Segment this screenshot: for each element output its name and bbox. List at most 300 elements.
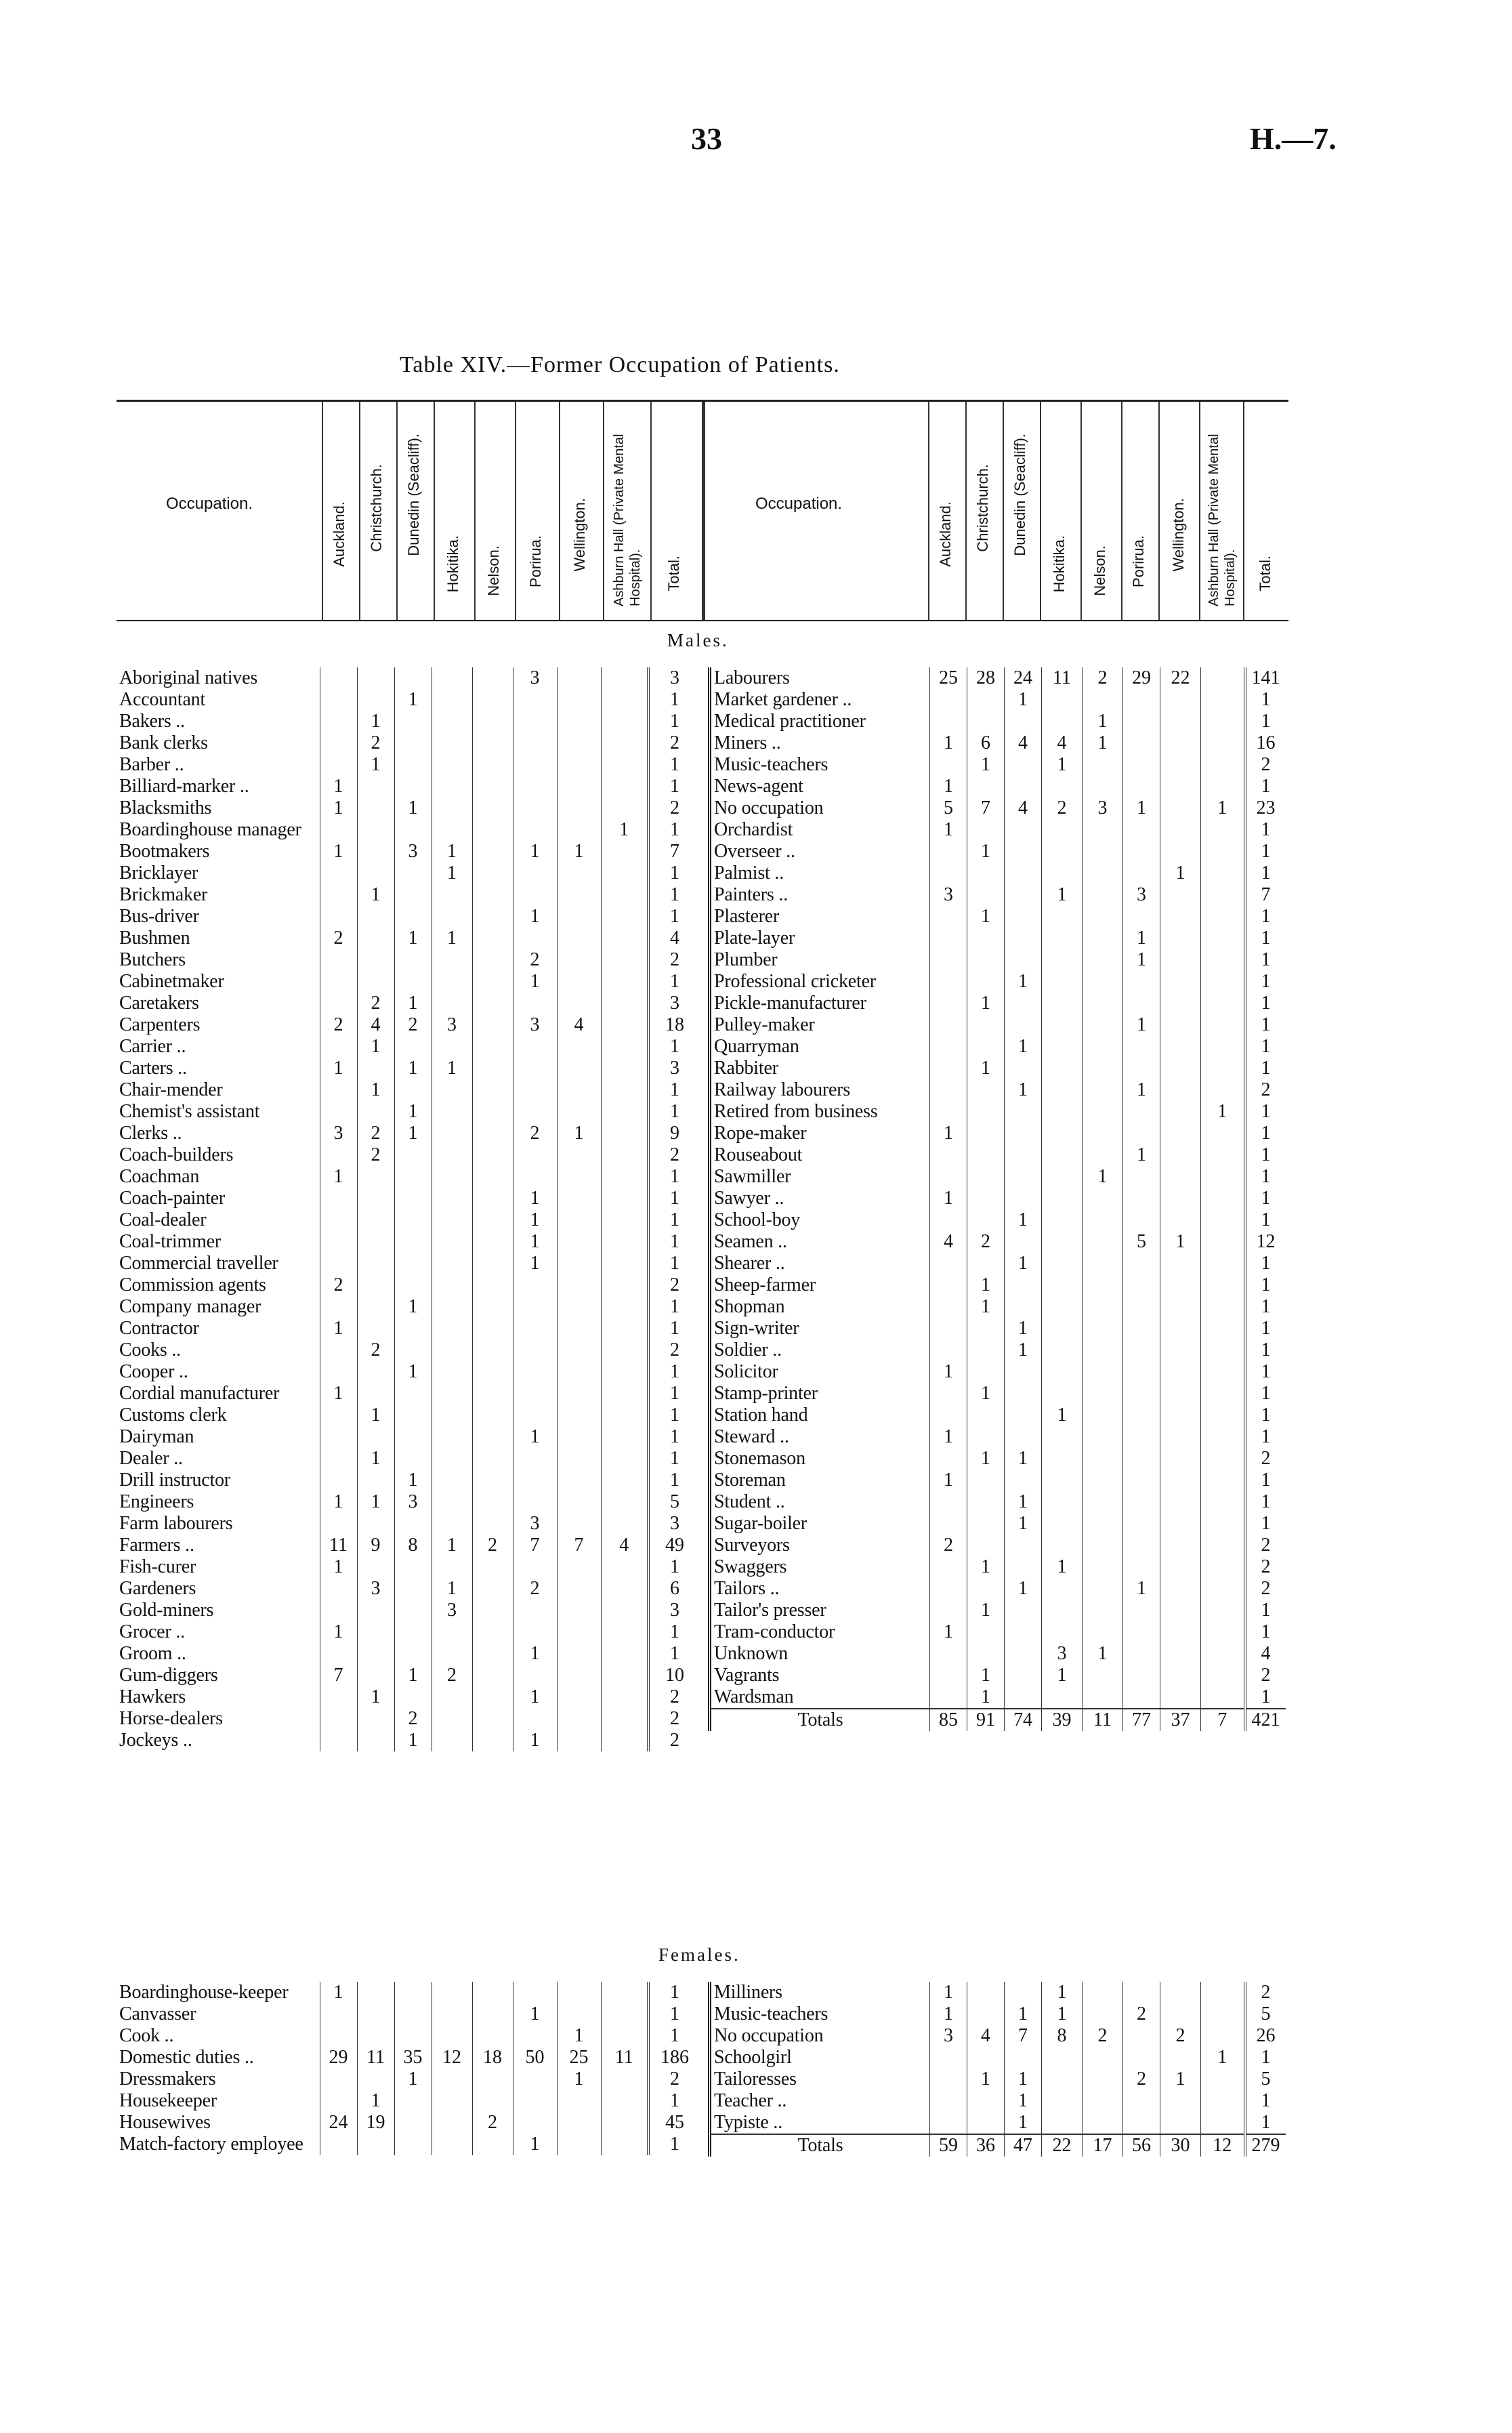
count-cell <box>1201 1665 1245 1686</box>
count-cell <box>1083 1274 1123 1296</box>
table-row <box>710 667 1286 689</box>
count-cell: 1 <box>648 1448 700 1470</box>
count-cell: 1 <box>1123 949 1160 971</box>
table-row <box>710 1188 1286 1209</box>
count-cell <box>1201 1166 1245 1188</box>
count-cell <box>1083 1231 1123 1253</box>
count-cell: 1 <box>513 1730 557 1751</box>
count-cell <box>432 819 472 841</box>
count-cell: 1 <box>1245 1123 1286 1144</box>
count-cell <box>601 1982 648 2003</box>
occupation-cell: Carters .. <box>119 1058 187 1079</box>
count-cell: 7 <box>648 841 700 862</box>
count-cell: 8 <box>1042 2025 1083 2047</box>
count-cell <box>1123 2112 1160 2134</box>
occupation-cell: Plate-layer <box>710 928 930 949</box>
count-cell <box>967 862 1005 884</box>
count-cell: 1 <box>648 1470 700 1491</box>
table-row <box>710 2090 1286 2112</box>
count-cell <box>357 1730 394 1751</box>
count-cell <box>320 1405 357 1426</box>
header-vline <box>474 402 476 620</box>
occupation-cell: Dressmakers <box>119 2068 216 2089</box>
count-cell <box>601 2134 648 2155</box>
count-cell <box>432 1274 472 1296</box>
count-cell <box>1005 1383 1042 1405</box>
count-cell <box>557 884 601 906</box>
table-row <box>117 1426 700 1448</box>
count-cell <box>1005 1535 1042 1556</box>
count-cell <box>1083 1448 1123 1470</box>
count-cell <box>601 1578 648 1600</box>
count-cell: 1 <box>1005 1079 1042 1101</box>
count-cell: 1 <box>432 841 472 862</box>
occupation-cell: Palmist .. <box>710 862 930 884</box>
count-cell <box>1123 1058 1160 1079</box>
count-cell <box>967 2112 1005 2134</box>
count-cell: 7 <box>1005 2025 1042 2047</box>
count-cell <box>930 1491 967 1513</box>
count-cell <box>1083 1513 1123 1535</box>
count-cell: 1 <box>320 1318 357 1339</box>
count-cell: 1 <box>648 1643 700 1665</box>
count-cell <box>513 993 557 1014</box>
table-row <box>710 1600 1286 1621</box>
header-vline <box>1080 402 1082 620</box>
count-cell <box>1042 1470 1083 1491</box>
count-cell <box>557 1231 601 1253</box>
table-row <box>710 1643 1286 1665</box>
count-cell <box>472 1982 513 2003</box>
count-cell <box>357 667 394 689</box>
table-row <box>710 1144 1286 1166</box>
occupation-cell: Sawyer .. <box>710 1188 930 1209</box>
count-cell <box>432 906 472 928</box>
count-cell: 4 <box>930 1231 967 1253</box>
table-row <box>710 2003 1286 2025</box>
count-cell <box>357 2068 394 2090</box>
count-cell <box>557 1513 601 1535</box>
count-cell <box>1123 1426 1160 1448</box>
count-cell <box>967 1470 1005 1491</box>
count-cell <box>394 949 432 971</box>
occupation-cell: Dairyman <box>119 1426 194 1447</box>
table-row <box>117 1665 700 1686</box>
table-row <box>710 776 1286 797</box>
count-cell <box>1083 1079 1123 1101</box>
table-row <box>710 1578 1286 1600</box>
count-cell <box>1160 1621 1201 1643</box>
count-cell: 1 <box>648 1036 700 1058</box>
table-row <box>117 1600 700 1621</box>
table-row <box>710 1123 1286 1144</box>
count-cell: 1 <box>513 971 557 993</box>
count-cell: 2 <box>648 1339 700 1361</box>
count-cell <box>513 1556 557 1578</box>
count-cell <box>1005 906 1042 928</box>
header-vline <box>965 402 967 620</box>
table-row <box>117 1209 700 1231</box>
count-cell <box>1083 1383 1123 1405</box>
count-cell: 1 <box>1245 1036 1286 1058</box>
count-cell <box>557 1318 601 1339</box>
count-cell <box>320 711 357 732</box>
count-cell: 1 <box>648 1166 700 1188</box>
count-cell: 1 <box>557 1123 601 1144</box>
count-cell <box>1201 841 1245 862</box>
count-cell <box>1201 711 1245 732</box>
occupation-cell: Plasterer <box>710 906 930 928</box>
count-cell <box>1160 1686 1201 1709</box>
count-cell: 186 <box>648 2047 700 2068</box>
table-row <box>117 1318 700 1339</box>
count-cell <box>472 2090 513 2112</box>
count-cell <box>601 1686 648 1708</box>
count-cell: 1 <box>1245 1188 1286 1209</box>
count-cell <box>472 1578 513 1600</box>
count-cell <box>601 906 648 928</box>
table-row <box>710 841 1286 862</box>
count-cell <box>1042 993 1083 1014</box>
occupation-cell: Domestic duties .. <box>119 2047 254 2068</box>
count-cell <box>557 1058 601 1079</box>
count-cell: 1 <box>513 1209 557 1231</box>
occupation-cell: Stamp-printer <box>710 1383 930 1405</box>
count-cell <box>472 2025 513 2047</box>
count-cell <box>513 1144 557 1166</box>
count-cell <box>472 732 513 754</box>
count-cell <box>967 1209 1005 1231</box>
count-cell <box>394 2025 432 2047</box>
count-cell <box>557 1643 601 1665</box>
count-cell: 56 <box>1123 2134 1160 2157</box>
count-cell: 2 <box>1042 797 1083 819</box>
count-cell <box>394 1253 432 1274</box>
count-cell <box>557 1274 601 1296</box>
count-cell: 1 <box>1042 2003 1083 2025</box>
count-cell <box>1123 1101 1160 1123</box>
count-cell: 1 <box>648 2025 700 2047</box>
count-cell <box>1201 1448 1245 1470</box>
count-cell <box>557 797 601 819</box>
count-cell <box>320 2003 357 2025</box>
count-cell <box>472 993 513 1014</box>
count-cell <box>601 884 648 906</box>
count-cell <box>357 1982 394 2003</box>
count-cell: 1 <box>432 1578 472 1600</box>
count-cell <box>320 862 357 884</box>
count-cell <box>1201 1426 1245 1448</box>
count-cell <box>557 1470 601 1491</box>
count-cell <box>601 1426 648 1448</box>
count-cell: 1 <box>320 776 357 797</box>
count-cell: 3 <box>648 1600 700 1621</box>
count-cell <box>557 1036 601 1058</box>
count-cell: 1 <box>394 1123 432 1144</box>
count-cell <box>432 1643 472 1665</box>
table-row <box>710 1318 1286 1339</box>
count-cell <box>1201 1123 1245 1144</box>
occupation-cell: Bricklayer <box>119 862 198 883</box>
count-cell <box>557 949 601 971</box>
count-cell <box>930 1686 967 1709</box>
occupation-cell: Cordial manufacturer <box>119 1383 280 1404</box>
count-cell <box>967 928 1005 949</box>
count-cell <box>357 1231 394 1253</box>
count-cell <box>357 1188 394 1209</box>
table-row <box>117 2134 700 2155</box>
count-cell: 1 <box>357 1079 394 1101</box>
table-row <box>710 732 1286 754</box>
count-cell: 4 <box>1005 732 1042 754</box>
occupation-cell: Totals <box>710 2134 930 2157</box>
occupation-cell: Chair-mender <box>119 1079 223 1100</box>
count-cell <box>394 1621 432 1643</box>
count-cell <box>432 1253 472 1274</box>
count-cell: 1 <box>648 1383 700 1405</box>
header-vline <box>434 402 435 620</box>
header-vline <box>1003 402 1004 620</box>
count-cell <box>1083 1296 1123 1318</box>
count-cell <box>432 689 472 711</box>
count-cell <box>1201 1079 1245 1101</box>
count-cell <box>1160 1405 1201 1426</box>
table-row <box>117 2068 700 2090</box>
occupation-cell: News-agent <box>710 776 930 797</box>
count-cell <box>1123 1188 1160 1209</box>
count-cell <box>1005 841 1042 862</box>
header-vline <box>928 402 929 620</box>
count-cell <box>394 1600 432 1621</box>
occupation-cell: Cooks .. <box>119 1339 181 1360</box>
occupation-cell: No occupation <box>710 2025 930 2047</box>
count-cell <box>320 1708 357 1730</box>
table-row <box>710 971 1286 993</box>
count-cell <box>472 1166 513 1188</box>
count-cell: 2 <box>1123 2068 1160 2090</box>
occupation-cell: Boardinghouse-keeper <box>119 1982 289 2003</box>
count-cell <box>357 797 394 819</box>
count-cell: 1 <box>1245 1491 1286 1513</box>
count-cell: 1 <box>1245 1058 1286 1079</box>
count-cell <box>357 906 394 928</box>
count-cell <box>1160 1274 1201 1296</box>
count-cell <box>1123 841 1160 862</box>
count-cell <box>1005 1166 1042 1188</box>
count-cell <box>1201 1686 1245 1709</box>
table-row <box>710 1448 1286 1470</box>
count-cell <box>472 928 513 949</box>
count-cell <box>320 1188 357 1209</box>
count-cell <box>1083 1058 1123 1079</box>
header-vline <box>559 402 560 620</box>
count-cell <box>472 1405 513 1426</box>
count-cell: 1 <box>1245 1014 1286 1036</box>
count-cell <box>320 1253 357 1274</box>
count-cell <box>557 1405 601 1426</box>
count-cell <box>1042 1491 1083 1513</box>
females-right-table <box>708 1982 1286 2157</box>
count-cell: 1 <box>648 906 700 928</box>
count-cell <box>320 1643 357 1665</box>
count-cell <box>432 884 472 906</box>
occupation-cell: Rabbiter <box>710 1058 930 1079</box>
occupation-cell: Gold-miners <box>119 1600 214 1621</box>
count-cell <box>472 776 513 797</box>
count-cell: 1 <box>394 1296 432 1318</box>
count-cell <box>1160 776 1201 797</box>
occupation-cell: Retired from business <box>710 1101 930 1123</box>
count-cell <box>472 819 513 841</box>
table-row <box>710 754 1286 776</box>
count-cell <box>357 776 394 797</box>
occupation-cell: Cook .. <box>119 2025 174 2046</box>
count-cell <box>1005 949 1042 971</box>
count-cell <box>432 1166 472 1188</box>
count-cell <box>472 1556 513 1578</box>
count-cell <box>601 1600 648 1621</box>
header-vline <box>515 402 516 620</box>
count-cell: 1 <box>513 841 557 862</box>
table-row <box>117 1491 700 1513</box>
count-cell <box>967 1253 1005 1274</box>
count-cell <box>472 906 513 928</box>
count-cell: 1 <box>1245 1101 1286 1123</box>
column-header-ashburn-left: Ashburn Hall (Private Mental Hospital). <box>612 434 643 606</box>
count-cell <box>1123 1621 1160 1643</box>
count-cell: 1 <box>1083 732 1123 754</box>
count-cell <box>930 949 967 971</box>
count-cell: 279 <box>1245 2134 1286 2157</box>
count-cell <box>1201 1209 1245 1231</box>
count-cell: 1 <box>513 1253 557 1274</box>
count-cell <box>472 1123 513 1144</box>
table-row <box>117 819 700 841</box>
count-cell: 1 <box>1160 2068 1201 2090</box>
count-cell <box>557 1361 601 1383</box>
count-cell <box>557 1600 601 1621</box>
count-cell <box>601 1209 648 1231</box>
occupation-cell: Station hand <box>710 1405 930 1426</box>
table-row <box>710 1361 1286 1383</box>
count-cell <box>967 1144 1005 1166</box>
count-cell <box>1042 2112 1083 2134</box>
count-cell <box>513 1079 557 1101</box>
count-cell <box>1042 1079 1083 1101</box>
count-cell <box>557 1491 601 1513</box>
count-cell <box>930 1296 967 1318</box>
count-cell <box>320 993 357 1014</box>
count-cell <box>1123 1339 1160 1361</box>
count-cell <box>1005 1470 1042 1491</box>
count-cell <box>513 1036 557 1058</box>
count-cell <box>394 754 432 776</box>
count-cell <box>557 1144 601 1166</box>
count-cell: 1 <box>967 1274 1005 1296</box>
table-row <box>710 928 1286 949</box>
occupation-cell: Commission agents <box>119 1274 266 1295</box>
count-cell: 2 <box>472 1535 513 1556</box>
table-row <box>710 2025 1286 2047</box>
count-cell <box>432 1361 472 1383</box>
count-cell <box>1160 1665 1201 1686</box>
count-cell: 1 <box>1160 862 1201 884</box>
count-cell <box>1042 1578 1083 1600</box>
count-cell <box>472 1339 513 1361</box>
count-cell <box>1201 928 1245 949</box>
count-cell: 4 <box>1005 797 1042 819</box>
occupation-cell: Music-teachers <box>710 754 930 776</box>
table-row <box>117 993 700 1014</box>
count-cell <box>1123 862 1160 884</box>
count-cell <box>1083 1982 1123 2003</box>
count-cell <box>557 1101 601 1123</box>
count-cell: 11 <box>1042 667 1083 689</box>
count-cell <box>432 993 472 1014</box>
count-cell: 1 <box>1005 2003 1042 2025</box>
count-cell <box>320 1426 357 1448</box>
count-cell <box>432 1491 472 1513</box>
count-cell <box>1083 1405 1123 1426</box>
count-cell <box>601 667 648 689</box>
count-cell <box>557 1448 601 1470</box>
count-cell <box>967 1643 1005 1665</box>
count-cell: 3 <box>1083 797 1123 819</box>
count-cell <box>930 906 967 928</box>
occupation-cell: Rouseabout <box>710 1144 930 1166</box>
table-row <box>117 1101 700 1123</box>
count-cell <box>1160 1296 1201 1318</box>
count-cell: 1 <box>394 1665 432 1686</box>
table-row <box>117 1296 700 1318</box>
occupation-cell: Fish-curer <box>119 1556 196 1577</box>
count-cell: 1 <box>1245 1339 1286 1361</box>
count-cell <box>320 1730 357 1751</box>
count-cell: 2 <box>1123 2003 1160 2025</box>
count-cell <box>394 2134 432 2155</box>
column-header-occupation-right: Occupation. <box>755 495 843 513</box>
count-cell <box>320 1079 357 1101</box>
count-cell <box>394 906 432 928</box>
table-row <box>117 2112 700 2134</box>
count-cell: 3 <box>930 2025 967 2047</box>
column-header-nelson-right: Nelson. <box>1091 545 1108 596</box>
count-cell: 1 <box>648 754 700 776</box>
count-cell <box>1083 2047 1123 2068</box>
count-cell <box>472 1491 513 1513</box>
count-cell: 1 <box>320 1491 357 1513</box>
count-cell <box>1123 1405 1160 1426</box>
count-cell: 1 <box>648 1426 700 1448</box>
count-cell: 1 <box>1123 928 1160 949</box>
occupation-cell: Painters .. <box>710 884 930 906</box>
count-cell: 2 <box>1245 1982 1286 2003</box>
column-header-auckland-left: Auckland. <box>331 501 348 567</box>
count-cell <box>1042 1296 1083 1318</box>
count-cell <box>1005 1665 1042 1686</box>
count-cell: 1 <box>1245 928 1286 949</box>
count-cell <box>1042 949 1083 971</box>
count-cell <box>967 2047 1005 2068</box>
count-cell <box>1083 971 1123 993</box>
count-cell <box>320 1036 357 1058</box>
count-cell: 1 <box>967 1296 1005 1318</box>
count-cell <box>1083 993 1123 1014</box>
table-row <box>710 884 1286 906</box>
count-cell <box>601 1274 648 1296</box>
count-cell <box>601 993 648 1014</box>
count-cell <box>1160 1339 1201 1361</box>
